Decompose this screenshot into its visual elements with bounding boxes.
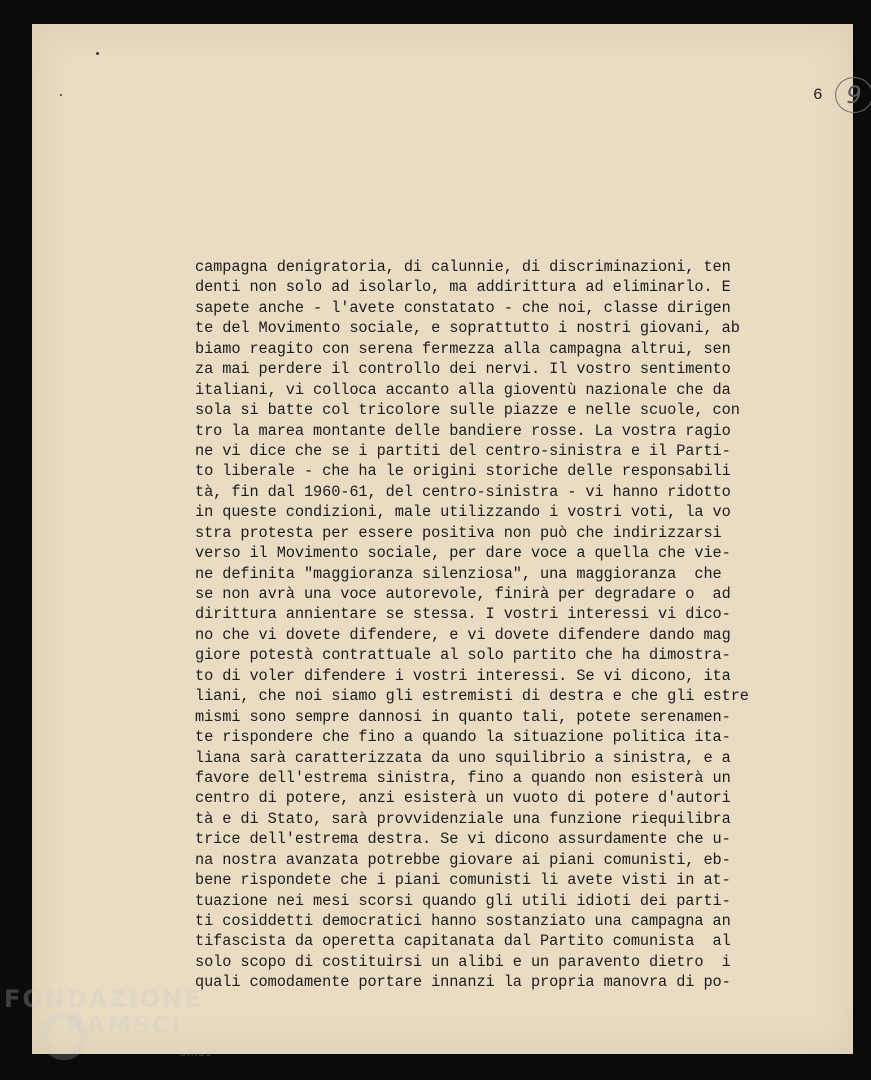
text-line: liani, che noi siamo gli estremisti di destra e che gli estre	[195, 687, 749, 706]
text-line: ne vi dice che se i partiti del centro-sinistra e il Parti-	[195, 441, 731, 460]
text-line: campagna denigratoria, di calunnie, di discriminazioni, ten	[195, 258, 731, 276]
text-line: liana sarà caratterizzata da uno squilibrio a sinistra, e a	[195, 748, 731, 767]
text-line: na nostra avanzata potrebbe giovare ai piani comunisti, eb-	[195, 850, 731, 869]
text-line: sola si batte col tricolore sulle piazze e nelle scuole, con	[195, 401, 740, 420]
watermark-line-1: FONDAZIONE	[4, 985, 203, 1013]
text-line: tifascista da operetta capitanata dal Partito comunista al	[195, 932, 731, 951]
text-line: tro la marea montante delle bandiere rosse. La vostra ragio	[195, 421, 731, 440]
text-line: za mai perdere il controllo dei nervi. Il vostro sentimento	[195, 360, 731, 379]
paper-speck	[60, 94, 62, 96]
text-line: solo scopo di costituirsi un alibi e un paravento dietro i	[195, 952, 731, 971]
paper-speck	[96, 52, 99, 55]
document-page	[32, 24, 862, 1054]
watermark-g-logo-icon	[40, 1012, 88, 1060]
text-line: giore potestà contrattuale al solo partito che ha dimostra-	[195, 646, 731, 665]
page-number: 6	[813, 86, 823, 104]
text-line: quali comodamente portare innanzi la propria manovra di po-	[195, 973, 731, 992]
fondazione-gramsci-watermark	[4, 985, 212, 1059]
watermark-line-2: RAMSCI	[66, 1011, 183, 1039]
text-line: mismi sono sempre dannosi in quanto tali, potete serenamen-	[195, 707, 731, 726]
text-line: te rispondere che fino a quando la situazione politica ita-	[195, 728, 731, 747]
text-line: tà, fin dal 1960-61, del centro-sinistra - vi hanno ridotto	[195, 482, 731, 501]
text-line: in queste condizioni, male utilizzando i vostri voti, la vo	[195, 503, 731, 522]
text-line: trice dell'estrema destra. Se vi dicono assurdamente che u-	[195, 830, 731, 849]
text-line: italiani, vi colloca accanto alla gioventù nazionale che da	[195, 380, 731, 399]
text-line: te del Movimento sociale, e soprattutto i nostri giovani, ab	[195, 319, 740, 338]
text-line: to liberale - che ha le origini storiche delle responsabili	[195, 462, 731, 481]
text-line: favore dell'estrema sinistra, fino a quando non esisterà un	[195, 768, 731, 787]
text-line: se non avrà una voce autorevole, finirà per degradare o ad	[195, 585, 731, 603]
text-line: ti cosiddetti democratici hanno sostanziato una campagna an	[195, 912, 731, 930]
text-line: ne definita "maggioranza silenziosa", una maggioranza che	[195, 564, 722, 583]
watermark-onlus: onlus	[180, 1048, 212, 1059]
text-line: tuazione nei mesi scorsi quando gli utili idioti dei parti-	[195, 891, 731, 910]
text-line: centro di potere, anzi esisterà un vuoto di potere d'autori	[195, 789, 731, 808]
text-line: biamo reagito con serena fermezza alla campagna altrui, sen	[195, 339, 731, 358]
text-line: denti non solo ad isolarlo, ma addirittura ad eliminarlo. E	[195, 278, 731, 297]
text-line: tà e di Stato, sarà provvidenziale una funzione riequilibra	[195, 809, 731, 828]
typewritten-body-text	[195, 257, 835, 993]
text-line: to di voler difendere i vostri interessi. Se vi dicono, ita	[195, 666, 731, 685]
text-line: stra protesta per essere positiva non può che indirizzarsi	[195, 523, 722, 542]
text-line: no che vi dovete difendere, e vi dovete difendere dando mag	[195, 625, 731, 644]
text-line: dirittura annientare se stessa. I vostri interessi vi dico-	[195, 605, 731, 624]
folio-number-circled: 9	[835, 77, 871, 113]
text-line: sapete anche - l'avete constatato - che noi, classe dirigen	[195, 298, 731, 317]
text-line: bene rispondete che i piani comunisti li avete visti in at-	[195, 871, 731, 890]
text-line: verso il Movimento sociale, per dare voce a quella che vie-	[195, 544, 731, 563]
